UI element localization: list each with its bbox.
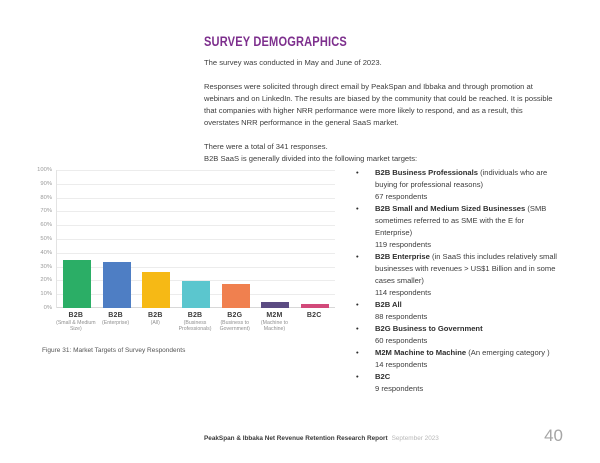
list-item [352,203,560,251]
bar-slot [57,170,97,308]
bar-b2c-6 [301,304,329,308]
chart-bars [57,170,335,308]
x-category-label [294,312,334,332]
x-label-main: B2B [147,312,163,319]
x-category-label [175,312,215,332]
x-label-main: B2G [227,312,243,319]
page-number: 40 [544,426,563,445]
bar-b2g-4 [222,284,250,308]
y-axis-ticks [30,167,52,311]
chart-plot-area [56,170,335,308]
bullet-respondent-count: 60 respondents [375,336,428,345]
bullet-detail: (individuals who are buying for professional reasons) [375,168,548,189]
bar-slot [256,170,296,308]
bullet-title: B2G Business to Government [375,324,483,333]
bullet-respondent-count: 67 respondents [375,192,428,201]
bar-b2b-3 [182,281,210,308]
bullet-respondent-count: 14 respondents [375,360,428,369]
bullet-title: B2C [375,372,391,381]
list-item [352,251,560,299]
bar-slot [295,170,335,308]
x-label-main: B2B [187,312,203,319]
page-title: SURVEY DEMOGRAPHICS [204,34,347,49]
bullet-detail: (SMB sometimes referred to as SME with the E for Enterprise) [375,204,547,237]
footer [204,435,439,442]
bullet-respondent-count: 114 respondents [375,288,432,297]
bar-slot [216,170,256,308]
x-category-label [135,312,175,332]
bullet-title: B2B Enterprise [375,252,430,261]
y-tick-label: 100% [37,167,52,173]
list-item [352,323,560,347]
bar-m2m-5 [261,302,289,308]
x-label-sub: (All) [150,320,160,326]
responses-total-line: There were a total of 341 responses. [204,142,328,151]
y-tick-label: 90% [40,180,52,187]
bullet-respondent-count: 119 respondents [375,240,432,249]
bullet-marker: • [356,168,359,177]
bullet-title: M2M Machine to Machine [375,348,467,357]
methodology-paragraph: Responses were solicited through direct email by PeakSpan and Ibbaka and through promotion at webinars and on LinkedIn. The results are biased by the community that could be reached. It is possible that companies with higher NRR performance were more likely to respond, and as a result, this overstates NRR performance in the general SaaS market. [204,82,553,127]
y-tick-label: 70% [40,208,52,215]
x-label-main: M2M [266,312,283,319]
y-tick-label: 80% [40,194,52,201]
bar-b2b-1 [103,262,131,308]
x-label-main: B2C [306,312,322,319]
x-label-sub: (Business to Government) [219,320,250,332]
x-label-sub: (Small & Medium Size) [56,320,96,332]
x-category-label [215,312,255,332]
bullet-detail: (in SaaS this includes relatively small businesses with revenues > US$1 Billion and in some cases smaller) [375,252,557,285]
bar-slot [97,170,137,308]
x-axis-labels [56,312,334,332]
x-label-main: B2B [68,312,84,319]
footer-report-title: PeakSpan & Ibbaka Net Revenue Retention Research Report [204,435,388,442]
bullet-title: B2B Business Professionals [375,168,478,177]
bullet-marker: • [356,252,359,261]
bullet-detail: (An emerging category ) [466,348,550,357]
market-targets-list [352,167,560,395]
bullet-marker: • [356,372,359,381]
summary-paragraph [204,141,558,165]
list-item [352,299,560,323]
bullet-marker: • [356,204,359,213]
bullet-respondent-count: 9 respondents [375,384,424,393]
x-label-sub: (Enterprise) [102,320,130,326]
header-text-block [204,34,558,177]
footer-date: September 2023 [391,435,439,442]
bullet-title: B2B Small and Medium Sized Businesses [375,204,526,213]
y-tick-label: 10% [40,291,52,298]
y-tick-label: 30% [40,263,52,270]
y-tick-label: 0% [43,305,52,311]
bar-slot [136,170,176,308]
bullet-respondent-count: 88 respondents [375,312,428,321]
list-item [352,167,560,203]
bullet-marker: • [356,324,359,333]
list-item [352,371,560,395]
y-tick-label: 60% [40,222,52,229]
x-category-label [56,312,96,332]
y-tick-label: 20% [40,277,52,284]
bar-b2b-0 [63,260,91,308]
bullet-marker: • [356,348,359,357]
intro-paragraph: The survey was conducted in May and June of 2023. [204,58,382,67]
x-label-sub: (Business Professionals) [178,320,212,332]
figure-caption: Figure 31: Market Targets of Survey Respondents [42,347,186,354]
bar-b2b-2 [142,272,170,308]
x-category-label [96,312,136,332]
bullet-title: B2B All [375,300,402,309]
x-label-main: B2B [108,312,123,319]
market-targets-intro-line: B2B SaaS is generally divided into the following market targets: [204,154,418,163]
bar-slot [176,170,216,308]
figure-bar-chart [30,167,350,365]
bullet-marker: • [356,300,359,309]
x-category-label [255,312,295,332]
list-item [352,347,560,371]
y-tick-label: 40% [40,249,52,256]
x-label-sub: (Machine to Machine) [260,320,288,332]
y-tick-label: 50% [40,236,52,242]
